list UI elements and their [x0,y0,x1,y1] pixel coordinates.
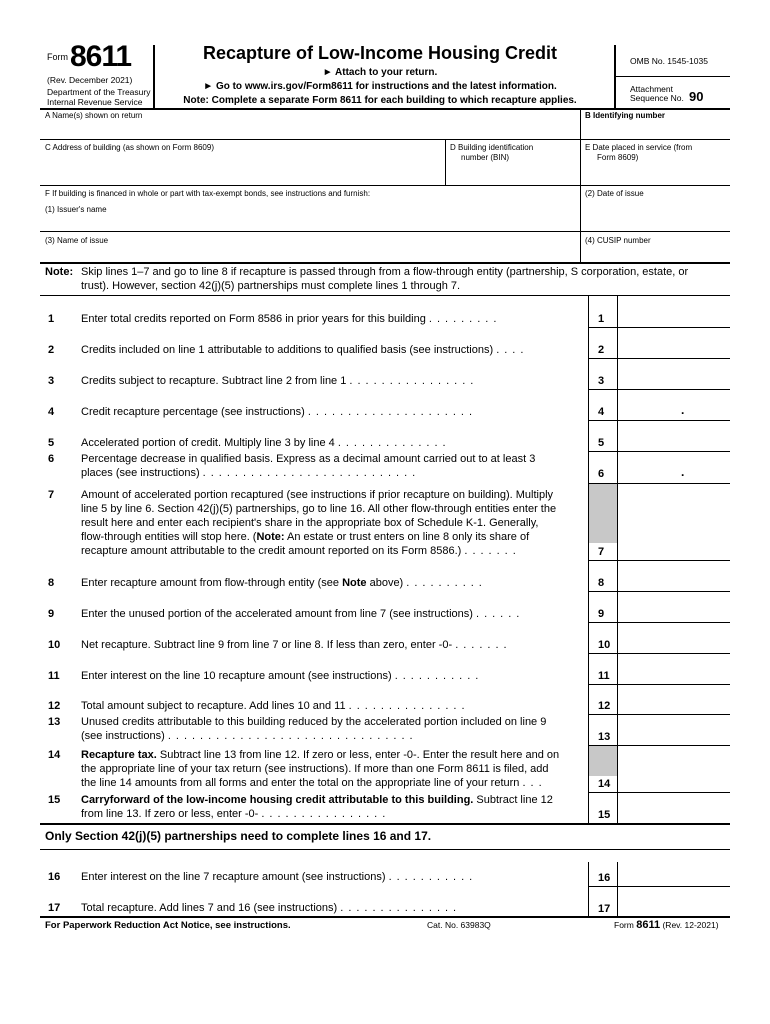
line-4-text: Credit recapture percentage (see instructions) ..................... [81,406,478,418]
form-number: 8611 [70,40,132,73]
line-14-box-label: 14 [598,778,611,790]
line-6-text-2: places (see instructions) ........................... [81,467,421,479]
line-13-number: 13 [48,716,61,728]
line-11-number: 11 [48,670,60,682]
line-8-text: Enter recapture amount from flow-through entity (see Note above) .......... [81,577,487,589]
field-e-date-label: E Date placed in service (from [585,143,693,152]
line-10-number: 10 [48,639,61,651]
sequence-number: 90 [689,89,704,104]
attach-instruction: ► Attach to your return. [322,67,438,78]
field-f-bonds-label: F If building is financed in whole or part with tax-exempt bonds, see instructions and furnish: [45,189,371,198]
note-text-2: trust). However, section 42(j)(5) partnerships must complete lines 1 through 7. [81,280,461,292]
line-1-box-label: 1 [598,313,605,325]
line-8-box-label: 8 [598,577,605,589]
header-note: Note: Complete a separate Form 8611 for each building to which recapture applies. [183,95,577,106]
line-14-text-1: Recapture tax. Subtract line 13 from line 12. If zero or less, enter -0-. Enter the result here and on [81,749,560,761]
agency: Internal Revenue Service [47,97,143,107]
line-14-text-3: the line 14 amounts from all forms and enter the total on the appropriate line of your return ... [81,777,547,789]
field-a-name-label: A Name(s) shown on return [45,111,143,120]
website-instruction: ► Go to www.irs.gov/Form8611 for instructions and the latest information. [203,81,557,92]
note-text-1: Skip lines 1–7 and go to line 8 if recapture is passed through from a flow-through entity (partnership, S corporation, estate, or [81,266,689,278]
line-4-number: 4 [48,406,55,418]
paperwork-notice: For Paperwork Reduction Act Notice, see instructions. [45,920,291,931]
catalog-number: Cat. No. 63983Q [427,920,491,930]
line-6-number: 6 [48,453,55,465]
field-c-address-label: C Address of building (as shown on Form 8609) [45,143,214,152]
form-title: Recapture of Low-Income Housing Credit [202,43,558,63]
line-2-text: Credits included on line 1 attributable to additions to qualified basis (see instructions) .... [81,344,529,356]
line-9-box-label: 9 [598,608,605,620]
form-label: Form [47,52,68,62]
field-d-bin-label: D Building identification [450,143,534,152]
address-input[interactable] [45,160,444,182]
line-5-number: 5 [48,437,55,449]
line-10-box-label: 10 [598,639,611,651]
note-label: Note: [45,266,74,278]
line-1-number: 1 [48,313,55,325]
field-e-date-label-2: Form 8609) [597,153,639,162]
line-16-box-label: 16 [598,872,611,884]
line-3-number: 3 [48,375,55,387]
field-f4-cusip-label: (4) CUSIP number [585,236,651,245]
cusip-input[interactable] [585,246,729,262]
section-42j5-note: Only Section 42(j)(5) partnerships need to complete lines 16 and 17. [45,829,432,843]
line-12-box-label: 12 [598,700,611,712]
line-5-text: Accelerated portion of credit. Multiply line 3 by line 4 .............. [81,437,451,449]
line-17-text: Total recapture. Add lines 7 and 16 (see instructions) ............... [81,902,462,914]
line-15-number: 15 [48,794,61,806]
line-7-text-1: Amount of accelerated portion recaptured (see instructions if prior recapture on building). Multiply [81,489,554,501]
line-2-number: 2 [48,344,55,356]
line-12-number: 12 [48,700,61,712]
line-13-text-1: Unused credits attributable to this building reduced by the accelerated portion included on line 9 [81,716,547,728]
line-7-text-4: flow-through entities will stop here. (Note: An estate or trust enters on line 8 only its share of [81,531,530,543]
issuer-name-input[interactable] [45,215,579,231]
line-15-text-2: from line 13. If zero or less, enter -0- ................ [81,808,391,820]
issue-name-input[interactable] [45,246,579,262]
line-15-text-1: Carryforward of the low-income housing credit attributable to this building. Subtract line 12 [81,794,553,806]
line-6-decimal-input[interactable] [618,466,734,484]
line-6-box-label: 6 [598,468,605,480]
line-12-text: Total amount subject to recapture. Add lines 10 and 11 ............... [81,700,470,712]
line-13-box-label: 13 [598,731,611,743]
line-3-text: Credits subject to recapture. Subtract line 2 from line 1 ................ [81,375,479,387]
line-6-text-1: Percentage decrease in qualified basis. Express as a decimal amount carried out to at least 3 [81,453,536,465]
line-7-text-5: recapture amount attributable to the credit amount reported on its Form 8586.) ....... [81,545,521,557]
date-placed-input[interactable] [585,166,729,184]
line-4-decimal-point: . [681,403,685,417]
line-7-text-2: line 5 by line 6. Section 42(j)(5) partnerships, go to line 16. All other flow-through entities enter the [81,503,557,515]
date-of-issue-input[interactable] [585,210,729,228]
field-d-bin-label-2: number (BIN) [461,153,510,162]
sequence-label: Sequence No. [630,93,684,103]
line-11-text: Enter interest on the line 10 recapture amount (see instructions) ........... [81,670,484,682]
line-16-text: Enter interest on the line 7 recapture amount (see instructions) ........... [81,871,478,883]
line-15-box-label: 15 [598,809,611,821]
line-4-box-label: 4 [598,406,605,418]
footer-form-id: Form 8611 (Rev. 12-2021) [614,919,719,931]
field-f1-issuer-label: (1) Issuer's name [45,205,107,214]
line-17-number: 17 [48,902,61,914]
line-7-text-3: result here and enter each recipient's share in the appropriate box of Schedule K-1. Generally, [81,517,539,529]
line-6-decimal-point: . [681,465,685,479]
line-8-number: 8 [48,577,55,589]
line-2-box-label: 2 [598,344,605,356]
field-f2-date-label: (2) Date of issue [585,189,644,198]
form-revision: (Rev. December 2021) [47,75,133,85]
bin-input[interactable] [450,166,579,184]
line-7-box-label: 7 [598,546,605,558]
name-input[interactable] [45,122,579,138]
line-17-box-label: 17 [598,903,611,915]
line-9-text: Enter the unused portion of the accelerated amount from line 7 (see instructions) ...... [81,608,525,620]
line-9-number: 9 [48,608,55,620]
line-13-text-2: (see instructions) ............................... [81,730,418,742]
line-16-number: 16 [48,871,61,883]
line-1-text: Enter total credits reported on Form 8586 in prior years for this building ......... [81,313,502,325]
field-b-identifying-label: B Identifying number [585,111,665,120]
omb-number: OMB No. 1545-1035 [630,56,708,66]
field-f3-issue-name-label: (3) Name of issue [45,236,109,245]
line-11-box-label: 11 [598,670,610,682]
attachment-label: Attachment [630,84,673,94]
identifying-number-input[interactable] [585,122,729,138]
line-14-number: 14 [48,749,61,761]
line-3-box-label: 3 [598,375,605,387]
line-14-text-2: the appropriate line of your tax return (see instructions). If more than one Form 8611 is filed, add [81,763,549,775]
line-5-box-label: 5 [598,437,605,449]
line-10-text: Net recapture. Subtract line 9 from line 7 or line 8. If less than zero, enter -0- ....... [81,639,512,651]
department: Department of the Treasury [47,87,151,97]
line-7-number: 7 [48,489,55,501]
